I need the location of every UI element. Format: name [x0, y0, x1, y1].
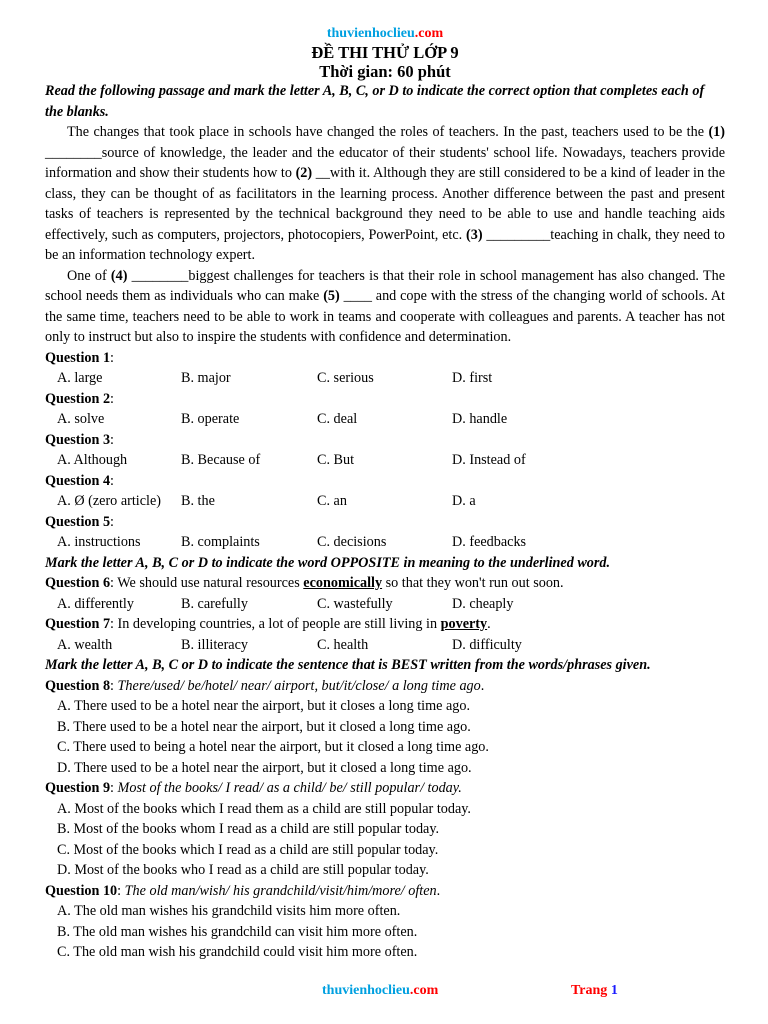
passage-paragraph-1: The changes that took place in schools have changed the roles of teachers. In the past, teachers used to be the (1) ________source of knowledge, the leader and the educator of their students' school life. Nowadays, teachers provide information and show their students how to (2) __with it. Although they are still considered to be a kind of leader in the class, they can be thought of as facilitators in the learning process. Another difference between the past and present tasks of teachers is represented by the technical background they need to be able to use and handle teaching aids effectively, such as computers, projectors, photocopiers, PowerPoint, etc. (3) _________teaching in chalk, they need to be an information technology expert.: [45, 124, 725, 263]
question-8-option-b[interactable]: B. There used to be a hotel near the airport, but it closed a long time ago.: [57, 718, 471, 735]
question-7: Question 7: In developing countries, a lot of people are still living in poverty.: [45, 616, 491, 632]
site-header: thuvienhoclieu.com: [326, 26, 444, 41]
question-4-options: A. Ø (zero article) B. the C. an D. a: [57, 493, 476, 509]
instruction-reading: Read the following passage and mark the letter A, B, C, or D to indicate the correct option that completes each of the blanks.: [45, 83, 705, 120]
question-8: Question 8: There/used/ be/hotel/ near/ airport, but/it/close/ a long time ago.: [45, 677, 485, 694]
passage-paragraph-2: One of (4) ________biggest challenges for teachers is that their role in school management has also changed. The school needs them as individuals who can make (5) ____ and cope with the stress of the changing world of schools. At the same time, teachers need to be able to work in teams and cooperate with colleagues and parents. A teacher has not only to instruct but also to inspire the students with confidence and determination.: [45, 267, 726, 345]
question-10-option-c[interactable]: C. The old man wish his grandchild could visit him more often.: [57, 944, 418, 960]
question-1-options: A. large B. major C. serious D. first: [57, 370, 493, 386]
question-4: Question 4:: [45, 472, 114, 489]
question-10-option-a[interactable]: A. The old man wishes his grandchild visits him more often.: [57, 903, 401, 919]
question-8-option-d[interactable]: D. There used to be a hotel near the airport, but it closed a long time ago.: [57, 759, 472, 776]
question-1: Question 1:: [45, 349, 114, 366]
question-9-option-a[interactable]: A. Most of the books which I read them as a child are still popular today.: [57, 800, 471, 817]
question-8-option-c[interactable]: C. There used to being a hotel near the airport, but it closed a long time ago.: [57, 739, 489, 755]
instruction-best-sentence: Mark the letter A, B, C or D to indicate the sentence that is BEST written from the words/phrases given.: [45, 657, 651, 673]
question-6-options: A. differently B. carefully C. wastefully D. cheaply: [57, 595, 514, 612]
question-5: Question 5:: [45, 513, 114, 530]
question-9-option-c[interactable]: C. Most of the books which I read as a child are still popular today.: [57, 841, 439, 858]
footer-site: thuvienhoclieu.com: [322, 983, 439, 998]
exam-title: ĐỀ THI THỬ LỚP 9: [311, 43, 459, 62]
question-5-options: A. instructions B. complaints C. decisions D. feedbacks: [57, 534, 527, 550]
question-10-option-b[interactable]: B. The old man wishes his grandchild can visit him more often.: [57, 923, 418, 940]
instruction-opposite: Mark the letter A, B, C or D to indicate the word OPPOSITE in meaning to the underlined word.: [45, 554, 611, 571]
exam-duration: Thời gian: 60 phút: [319, 62, 451, 81]
exam-page: [45, 25, 725, 963]
question-2: Question 2:: [45, 390, 114, 407]
question-6: Question 6: We should use natural resources economically so that they won't run out soon.: [45, 575, 564, 591]
page-footer: [0, 981, 768, 1001]
underlined-word: economically: [303, 575, 383, 591]
page-number: Trang 1: [571, 983, 618, 998]
underlined-word: poverty: [440, 616, 488, 632]
question-8-option-a[interactable]: A. There used to be a hotel near the airport, but it closes a long time ago.: [57, 698, 471, 714]
question-9: Question 9: Most of the books/ I read/ as a child/ be/ still popular/ today.: [45, 780, 462, 796]
question-10: Question 10: The old man/wish/ his grandchild/visit/him/more/ often.: [45, 882, 441, 899]
question-3: Question 3:: [45, 431, 114, 448]
question-9-option-d[interactable]: D. Most of the books who I read as a child are still popular today.: [57, 862, 429, 878]
question-3-options: A. Although B. Because of C. But D. Instead of: [57, 452, 526, 468]
question-7-options: A. wealth B. illiteracy C. health D. difficulty: [57, 636, 522, 653]
question-9-option-b[interactable]: B. Most of the books whom I read as a child are still popular today.: [57, 821, 440, 837]
question-2-options: A. solve B. operate C. deal D. handle: [57, 411, 508, 427]
